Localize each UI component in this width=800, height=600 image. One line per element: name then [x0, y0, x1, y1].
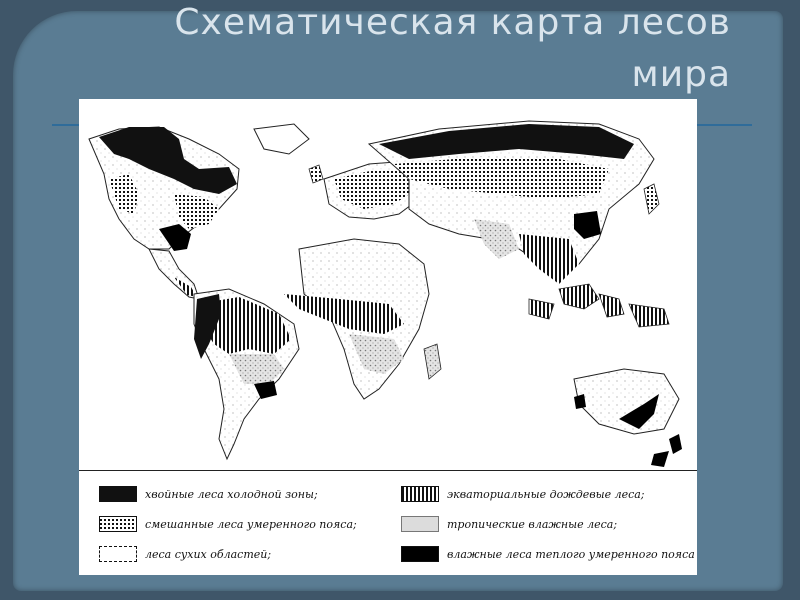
asia-south-equatorial-region: [519, 234, 579, 284]
island-new-guinea: [629, 304, 669, 327]
legend-swatch-mixed: [99, 516, 137, 532]
title-line-1: Схематическая карта лесов: [174, 2, 731, 43]
legend-swatch-tropical: [401, 516, 439, 532]
north-america: [89, 127, 239, 251]
world-map: [79, 99, 697, 470]
legend-label-conifer: хвойные леса холодной зоны;: [145, 487, 318, 501]
legend-item-equatorial: [401, 483, 645, 505]
south-america: [194, 289, 299, 459]
australia: [574, 369, 679, 434]
legend-swatch-equatorial: [401, 486, 439, 502]
southeast-asia-islands: [529, 284, 669, 327]
madagascar: [424, 344, 441, 379]
new-zealand-south: [651, 451, 669, 467]
legend-item-dry: [99, 543, 271, 565]
map-legend: [79, 470, 697, 576]
legend-swatch-conifer: [99, 486, 137, 502]
title-line-2: мира: [631, 54, 731, 95]
new-zealand-north: [669, 434, 682, 454]
legend-swatch-warm: [401, 546, 439, 562]
legend-item-warm: [401, 543, 695, 565]
legend-label-dry: леса сухих областей;: [145, 547, 272, 561]
forest-map-figure: [79, 99, 697, 575]
legend-item-mixed: [99, 513, 357, 535]
australia-west-warm-region: [574, 394, 586, 409]
africa: [284, 239, 441, 399]
legend-label-equatorial: экваториальные дождевые леса;: [447, 487, 645, 501]
island-borneo: [559, 284, 599, 309]
british-isles: [309, 165, 323, 183]
greenland: [254, 124, 309, 154]
legend-label-mixed: смешанные леса умеренного пояса;: [145, 517, 357, 531]
legend-item-conifer: [99, 483, 318, 505]
japan: [644, 184, 659, 214]
island-sulawesi: [599, 294, 624, 317]
australia-outline: [574, 369, 679, 434]
legend-label-warm: влажные леса теплого умеренного пояса: [447, 547, 695, 561]
legend-swatch-dry: [99, 546, 137, 562]
island-sumatra: [529, 299, 554, 319]
legend-label-tropical: тропические влажные леса;: [447, 517, 618, 531]
slide-title: [11, 0, 731, 101]
legend-item-tropical: [401, 513, 617, 535]
